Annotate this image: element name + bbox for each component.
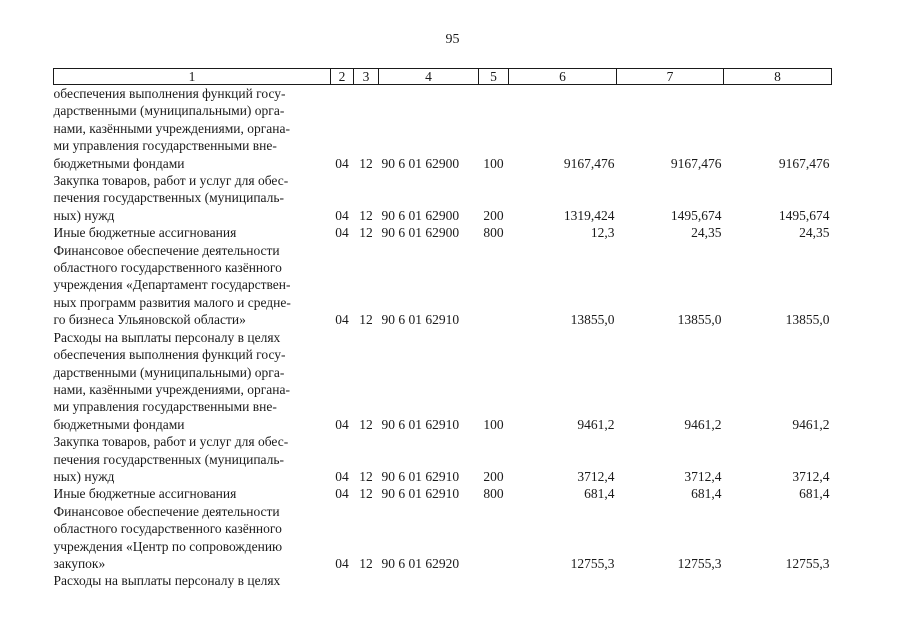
row-description	[54, 224, 331, 241]
cell-col-5: 200	[483, 207, 504, 223]
description-line: учреждения «Центр по сопровождению	[53, 538, 283, 554]
column-header-row	[54, 69, 832, 85]
cell-col-5	[479, 242, 509, 329]
cell-col-8: 9461,2	[792, 416, 830, 432]
row-description	[54, 572, 331, 589]
description-line: Иные бюджетные ассигнования	[53, 486, 237, 502]
description-line: бюджетными фондами	[53, 155, 185, 171]
table-row	[54, 172, 832, 224]
cell-col-5: 200	[483, 468, 504, 484]
cell-col-4: 90 6 01 62900	[381, 225, 460, 241]
cell-col-7: 3712,4	[684, 468, 722, 484]
cell-col-3: 12	[359, 468, 373, 484]
cell-col-4: 90 6 01 62910	[381, 468, 460, 484]
column-header-3: 3	[354, 69, 379, 85]
table-row	[54, 329, 832, 433]
description-line: Расходы на выплаты персоналу в целях	[53, 329, 281, 345]
description-line: печения государственных (муниципаль-	[53, 451, 285, 467]
cell-col-8	[724, 572, 832, 589]
description-line: ми управления государственными вне-	[53, 399, 277, 415]
row-description	[54, 329, 331, 433]
column-header-2: 2	[331, 69, 354, 85]
cell-col-3: 12	[359, 416, 373, 432]
cell-col-5: 800	[483, 486, 504, 502]
description-line: го бизнеса Ульяновской области»	[53, 312, 246, 328]
table-row	[54, 242, 832, 329]
cell-col-2: 04	[335, 555, 349, 571]
cell-col-3: 12	[359, 155, 373, 171]
cell-col-5: 100	[483, 155, 504, 171]
cell-col-8: 9167,476	[778, 155, 830, 171]
cell-col-4: 90 6 01 62910	[381, 416, 460, 432]
cell-col-7: 24,35	[691, 225, 722, 241]
cell-col-6: 12,3	[590, 225, 615, 241]
table-row	[54, 224, 832, 241]
description-line: нами, казёнными учреждениями, органа-	[53, 120, 290, 136]
description-line: Финансовое обеспечение деятельности	[53, 503, 280, 519]
description-line: Закупка товаров, работ и услуг для обес-	[53, 173, 289, 189]
description-line: Финансовое обеспечение деятельности	[53, 242, 280, 258]
cell-col-6: 12755,3	[570, 555, 615, 571]
column-header-4: 4	[379, 69, 479, 85]
cell-col-5	[479, 503, 509, 573]
cell-col-7: 681,4	[691, 486, 722, 502]
cell-col-7: 1495,674	[670, 207, 722, 223]
table-row	[54, 572, 832, 589]
table-body	[54, 85, 832, 590]
description-line: учреждения «Департамент государствен-	[53, 277, 291, 293]
cell-col-8: 12755,3	[785, 555, 830, 571]
cell-col-4	[379, 572, 479, 589]
cell-col-3: 12	[359, 555, 373, 571]
cell-col-2: 04	[335, 416, 349, 432]
row-description	[54, 503, 331, 573]
row-description	[54, 433, 331, 485]
cell-col-6: 1319,424	[563, 207, 615, 223]
cell-col-6: 9167,476	[563, 155, 615, 171]
description-line: ми управления государственными вне-	[53, 138, 277, 154]
row-description	[54, 242, 331, 329]
cell-col-7	[617, 572, 724, 589]
cell-col-4: 90 6 01 62910	[381, 312, 460, 328]
cell-col-3: 12	[359, 225, 373, 241]
page-number: 95	[445, 32, 460, 47]
cell-col-2: 04	[335, 486, 349, 502]
description-line: Иные бюджетные ассигнования	[53, 225, 237, 241]
cell-col-6: 681,4	[584, 486, 615, 502]
cell-col-8: 3712,4	[792, 468, 830, 484]
table-row	[54, 433, 832, 485]
cell-col-4: 90 6 01 62920	[381, 555, 460, 571]
description-line: областного государственного казённого	[53, 521, 282, 537]
cell-col-3: 12	[359, 312, 373, 328]
cell-col-6: 9461,2	[577, 416, 615, 432]
description-line: обеспечения выполнения функций госу-	[53, 86, 286, 101]
table-row	[54, 485, 832, 502]
cell-col-2: 04	[335, 155, 349, 171]
cell-col-5: 100	[483, 416, 504, 432]
cell-col-2: 04	[335, 225, 349, 241]
description-line: ных) нужд	[53, 468, 115, 484]
cell-col-3	[354, 572, 379, 589]
description-line: Расходы на выплаты персоналу в целях	[53, 573, 281, 589]
description-line: печения государственных (муниципаль-	[53, 190, 285, 206]
description-line: обеспечения выполнения функций госу-	[53, 347, 286, 363]
cell-col-7: 12755,3	[677, 555, 722, 571]
cell-col-3: 12	[359, 207, 373, 223]
row-description	[54, 85, 331, 173]
cell-col-8: 681,4	[799, 486, 830, 502]
description-line: закупок»	[53, 555, 106, 571]
description-line: бюджетными фондами	[53, 416, 185, 432]
cell-col-8: 24,35	[799, 225, 830, 241]
cell-col-6: 3712,4	[577, 468, 615, 484]
cell-col-2: 04	[335, 468, 349, 484]
row-description	[54, 172, 331, 224]
cell-col-6: 13855,0	[570, 312, 615, 328]
description-line: Закупка товаров, работ и услуг для обес-	[53, 434, 289, 450]
row-description	[54, 485, 331, 502]
cell-col-4: 90 6 01 62900	[381, 155, 460, 171]
budget-table	[53, 68, 832, 590]
description-line: дарственными (муниципальными) орга-	[53, 364, 285, 380]
cell-col-5: 800	[483, 225, 504, 241]
cell-col-4: 90 6 01 62910	[381, 486, 460, 502]
cell-col-2: 04	[335, 207, 349, 223]
column-header-7: 7	[617, 69, 724, 85]
column-header-6: 6	[509, 69, 617, 85]
cell-col-3: 12	[359, 486, 373, 502]
description-line: ных) нужд	[53, 207, 115, 223]
column-header-8: 8	[724, 69, 832, 85]
cell-col-6	[509, 572, 617, 589]
description-line: нами, казёнными учреждениями, органа-	[53, 381, 290, 397]
column-header-1: 1	[54, 69, 331, 85]
cell-col-7: 9167,476	[670, 155, 722, 171]
description-line: ных программ развития малого и средне-	[53, 294, 291, 310]
cell-col-2: 04	[335, 312, 349, 328]
cell-col-8: 13855,0	[785, 312, 830, 328]
cell-col-8: 1495,674	[778, 207, 830, 223]
table-row	[54, 85, 832, 173]
cell-col-7: 13855,0	[677, 312, 722, 328]
cell-col-2	[331, 572, 354, 589]
description-line: областного государственного казённого	[53, 260, 282, 276]
column-header-5: 5	[479, 69, 509, 85]
cell-col-7: 9461,2	[684, 416, 722, 432]
cell-col-5	[479, 572, 509, 589]
description-line: дарственными (муниципальными) орга-	[53, 103, 285, 119]
cell-col-4: 90 6 01 62900	[381, 207, 460, 223]
table-row	[54, 503, 832, 573]
